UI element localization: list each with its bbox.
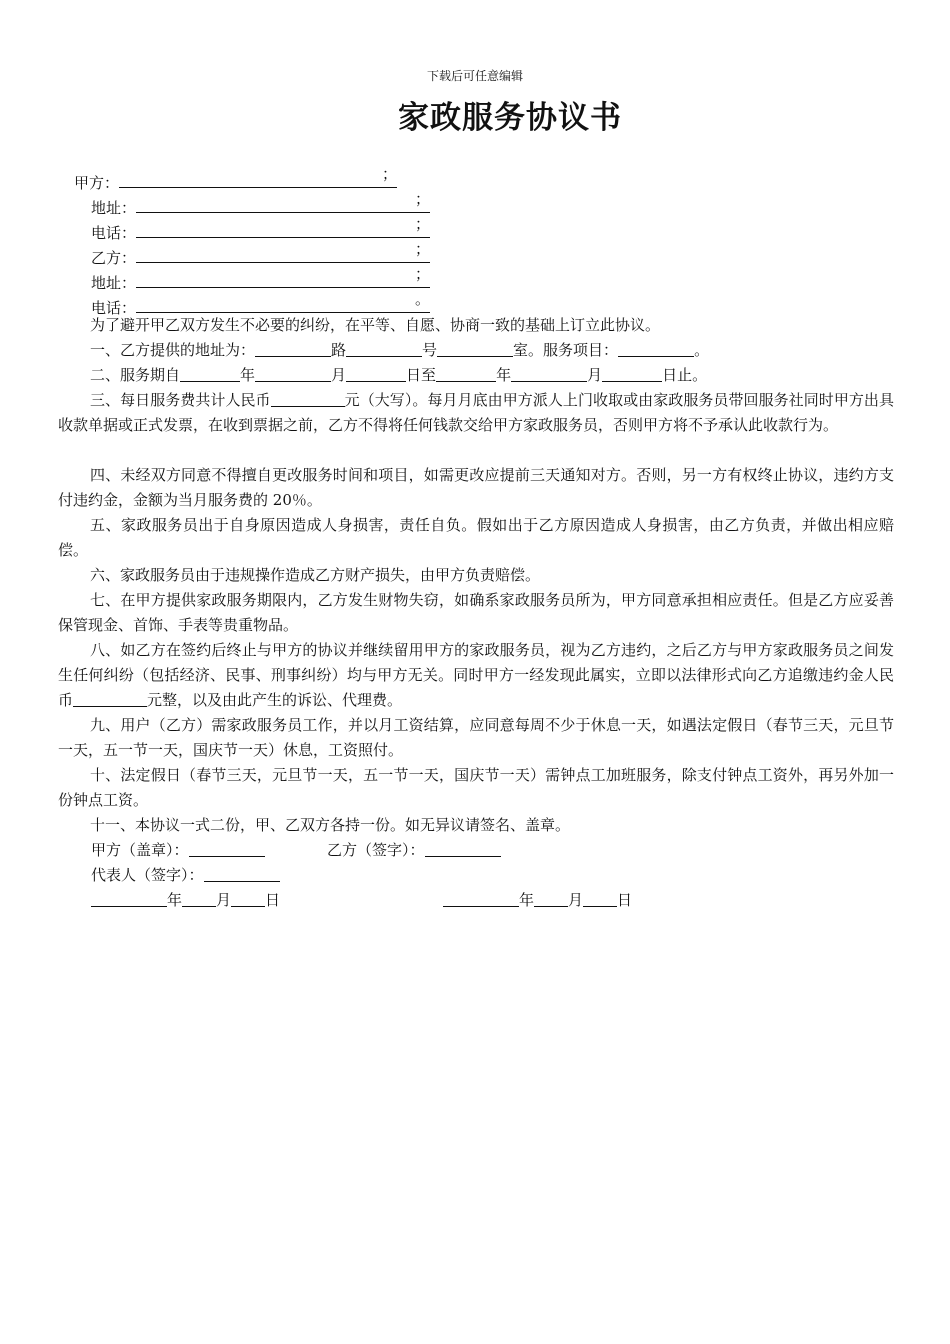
party-a-date-year-label: 年: [167, 891, 183, 909]
clause-2-text-c: 月: [331, 366, 347, 384]
clause-2-text-d: 日至: [406, 366, 437, 384]
end-month-blank[interactable]: [511, 365, 587, 382]
clause-3-text-b: 元（大写）。每月月底由甲方派人上门收取或由家政服务员带回服务社同时甲方出具收款单据或正式发票，在收到票据之前，乙方不得将任何钱款交给甲方家政服务员，否则甲方将不予承认此收款行为。: [58, 391, 894, 434]
clause-5: 五、家政服务员出于自身原因造成人身损害，责任自负。假如出于乙方原因造成人身损害，由乙方负责，并做出相应赔偿。: [58, 516, 894, 559]
clause-1-text-a: 一、乙方提供的地址为：: [90, 341, 256, 359]
room-blank[interactable]: [437, 340, 513, 357]
party-b-sign-blank[interactable]: [425, 840, 501, 857]
clause-8-text-a: 八、如乙方在签约后终止与甲方的协议并继续留用甲方的家政服务员，视为乙方违约，之后乙方与甲方家政服务员之间发生任何纠纷（包括经济、民事、刑事纠纷）均与甲方无关。同时甲方一经发现此属实，立即以法律形式向乙方追缴违约金人民币: [58, 641, 894, 709]
party-a-seal-line: [91, 838, 265, 863]
clause-8-text-b: 元整，以及由此产生的诉讼、代理费。: [147, 691, 403, 709]
clause-2-text-g: 日止。: [662, 366, 708, 384]
party-a-date-line: [91, 888, 280, 913]
clause-1-text-e: 。: [694, 341, 710, 359]
service-item-blank[interactable]: [618, 340, 694, 357]
party-b-address-label: 地址：: [91, 274, 137, 292]
party-b-phone-blank[interactable]: [136, 287, 430, 313]
clause-1-text-c: 号: [422, 341, 438, 359]
clause-10: 十、法定假日（春节三天，元旦节一天，五一节一天，国庆节一天）需钟点工加班服务，除支付钟点工资外，再另外加一份钟点工资。: [58, 766, 894, 809]
party-b-date-day-label: 日: [617, 891, 633, 909]
end-year-blank[interactable]: [436, 365, 496, 382]
party-a-date-month-blank[interactable]: [182, 890, 216, 907]
representative-sign-line: [91, 863, 280, 888]
clause-6: 六、家政服务员由于违规操作造成乙方财产损失，由甲方负责赔偿。: [90, 566, 541, 584]
clause-4: 四、未经双方同意不得擅自更改服务时间和项目，如需更改应提前三天通知对方。否则，另一方有权终止协议，违约方支付违约金，金额为当月服务费的 20％。: [58, 466, 894, 509]
party-a-address-end: ；: [415, 190, 431, 208]
start-day-blank[interactable]: [346, 365, 406, 382]
party-a-seal-label: 甲方（盖章）：: [91, 841, 189, 859]
party-a-date-day-label: 日: [265, 891, 281, 909]
party-a-address-blank[interactable]: [136, 187, 430, 213]
party-a-phone-end: ；: [415, 215, 431, 233]
party-a-phone-label: 电话：: [91, 224, 137, 242]
party-a-date-month-label: 月: [216, 891, 232, 909]
clause-2-text-e: 年: [496, 366, 512, 384]
penalty-amount-blank[interactable]: [73, 690, 147, 707]
party-b-date-month-label: 月: [568, 891, 584, 909]
representative-sign-blank[interactable]: [204, 865, 280, 882]
clause-2-text-b: 年: [240, 366, 256, 384]
party-b-blank[interactable]: [136, 237, 430, 263]
party-a-date-day-blank[interactable]: [231, 890, 265, 907]
clause-1-text-d: 室。服务项目：: [513, 341, 619, 359]
party-b-date-month-blank[interactable]: [534, 890, 568, 907]
clause-2-text-a: 二、服务期自: [90, 366, 181, 384]
clause-7: 七、在甲方提供家政服务期限内，乙方发生财物失窃，如确系家政服务员所为，甲方同意承担相应责任。但是乙方应妥善保管现金、首饰、手表等贵重物品。: [58, 591, 894, 634]
party-b-date-year-blank[interactable]: [443, 890, 519, 907]
party-b-phone-label: 电话：: [91, 299, 137, 317]
road-blank[interactable]: [255, 340, 331, 357]
end-day-blank[interactable]: [602, 365, 662, 382]
party-a-seal-blank[interactable]: [189, 840, 265, 857]
page-title: 家政服务协议书: [398, 100, 622, 136]
start-year-blank[interactable]: [180, 365, 240, 382]
clause-3-text-a: 三、每日服务费共计人民币: [90, 391, 271, 409]
party-b-sign-line: [327, 838, 501, 863]
daily-fee-blank[interactable]: [271, 390, 345, 407]
clause-11: 十一、本协议一式二份，甲、乙双方各持一份。如无异议请签名、盖章。: [90, 816, 571, 834]
party-b-sign-label: 乙方（签字）：: [327, 841, 425, 859]
clause-1: [58, 338, 894, 363]
clause-2: [58, 363, 894, 388]
party-b-date-year-label: 年: [519, 891, 535, 909]
party-a-address-label: 地址：: [91, 199, 137, 217]
party-a-end: ；: [382, 165, 398, 183]
party-b-address-end: ；: [415, 265, 431, 283]
start-month-blank[interactable]: [255, 365, 331, 382]
clause-9: 九、用户（乙方）需家政服务员工作，并以月工资结算，应同意每周不少于休息一天，如遇法定假日（春节三天，元旦节一天，五一节一天，国庆节一天）休息，工资照付。: [58, 716, 894, 759]
party-b-date-line: [443, 888, 632, 913]
clause-1-text-b: 路: [331, 341, 347, 359]
clause-2-text-f: 月: [587, 366, 603, 384]
party-b-phone-end: 。: [415, 290, 431, 308]
party-a-label: 甲方：: [74, 174, 120, 192]
header-note: 下载后可任意编辑: [426, 69, 523, 83]
party-b-address-blank[interactable]: [136, 262, 430, 288]
party-b-date-day-blank[interactable]: [583, 890, 617, 907]
clause-8: [58, 638, 894, 713]
intro-paragraph: 为了避开甲乙双方发生不必要的纠纷，在平等、自愿、协商一致的基础上订立此协议。: [90, 316, 661, 334]
party-b-end: ；: [415, 240, 431, 258]
clause-3: [58, 388, 894, 438]
representative-sign-label: 代表人（签字）：: [91, 866, 204, 884]
party-a-phone-blank[interactable]: [136, 212, 430, 238]
party-a-blank[interactable]: [119, 162, 397, 188]
party-a-date-year-blank[interactable]: [91, 890, 167, 907]
number-blank[interactable]: [346, 340, 422, 357]
party-b-label: 乙方：: [91, 249, 137, 267]
